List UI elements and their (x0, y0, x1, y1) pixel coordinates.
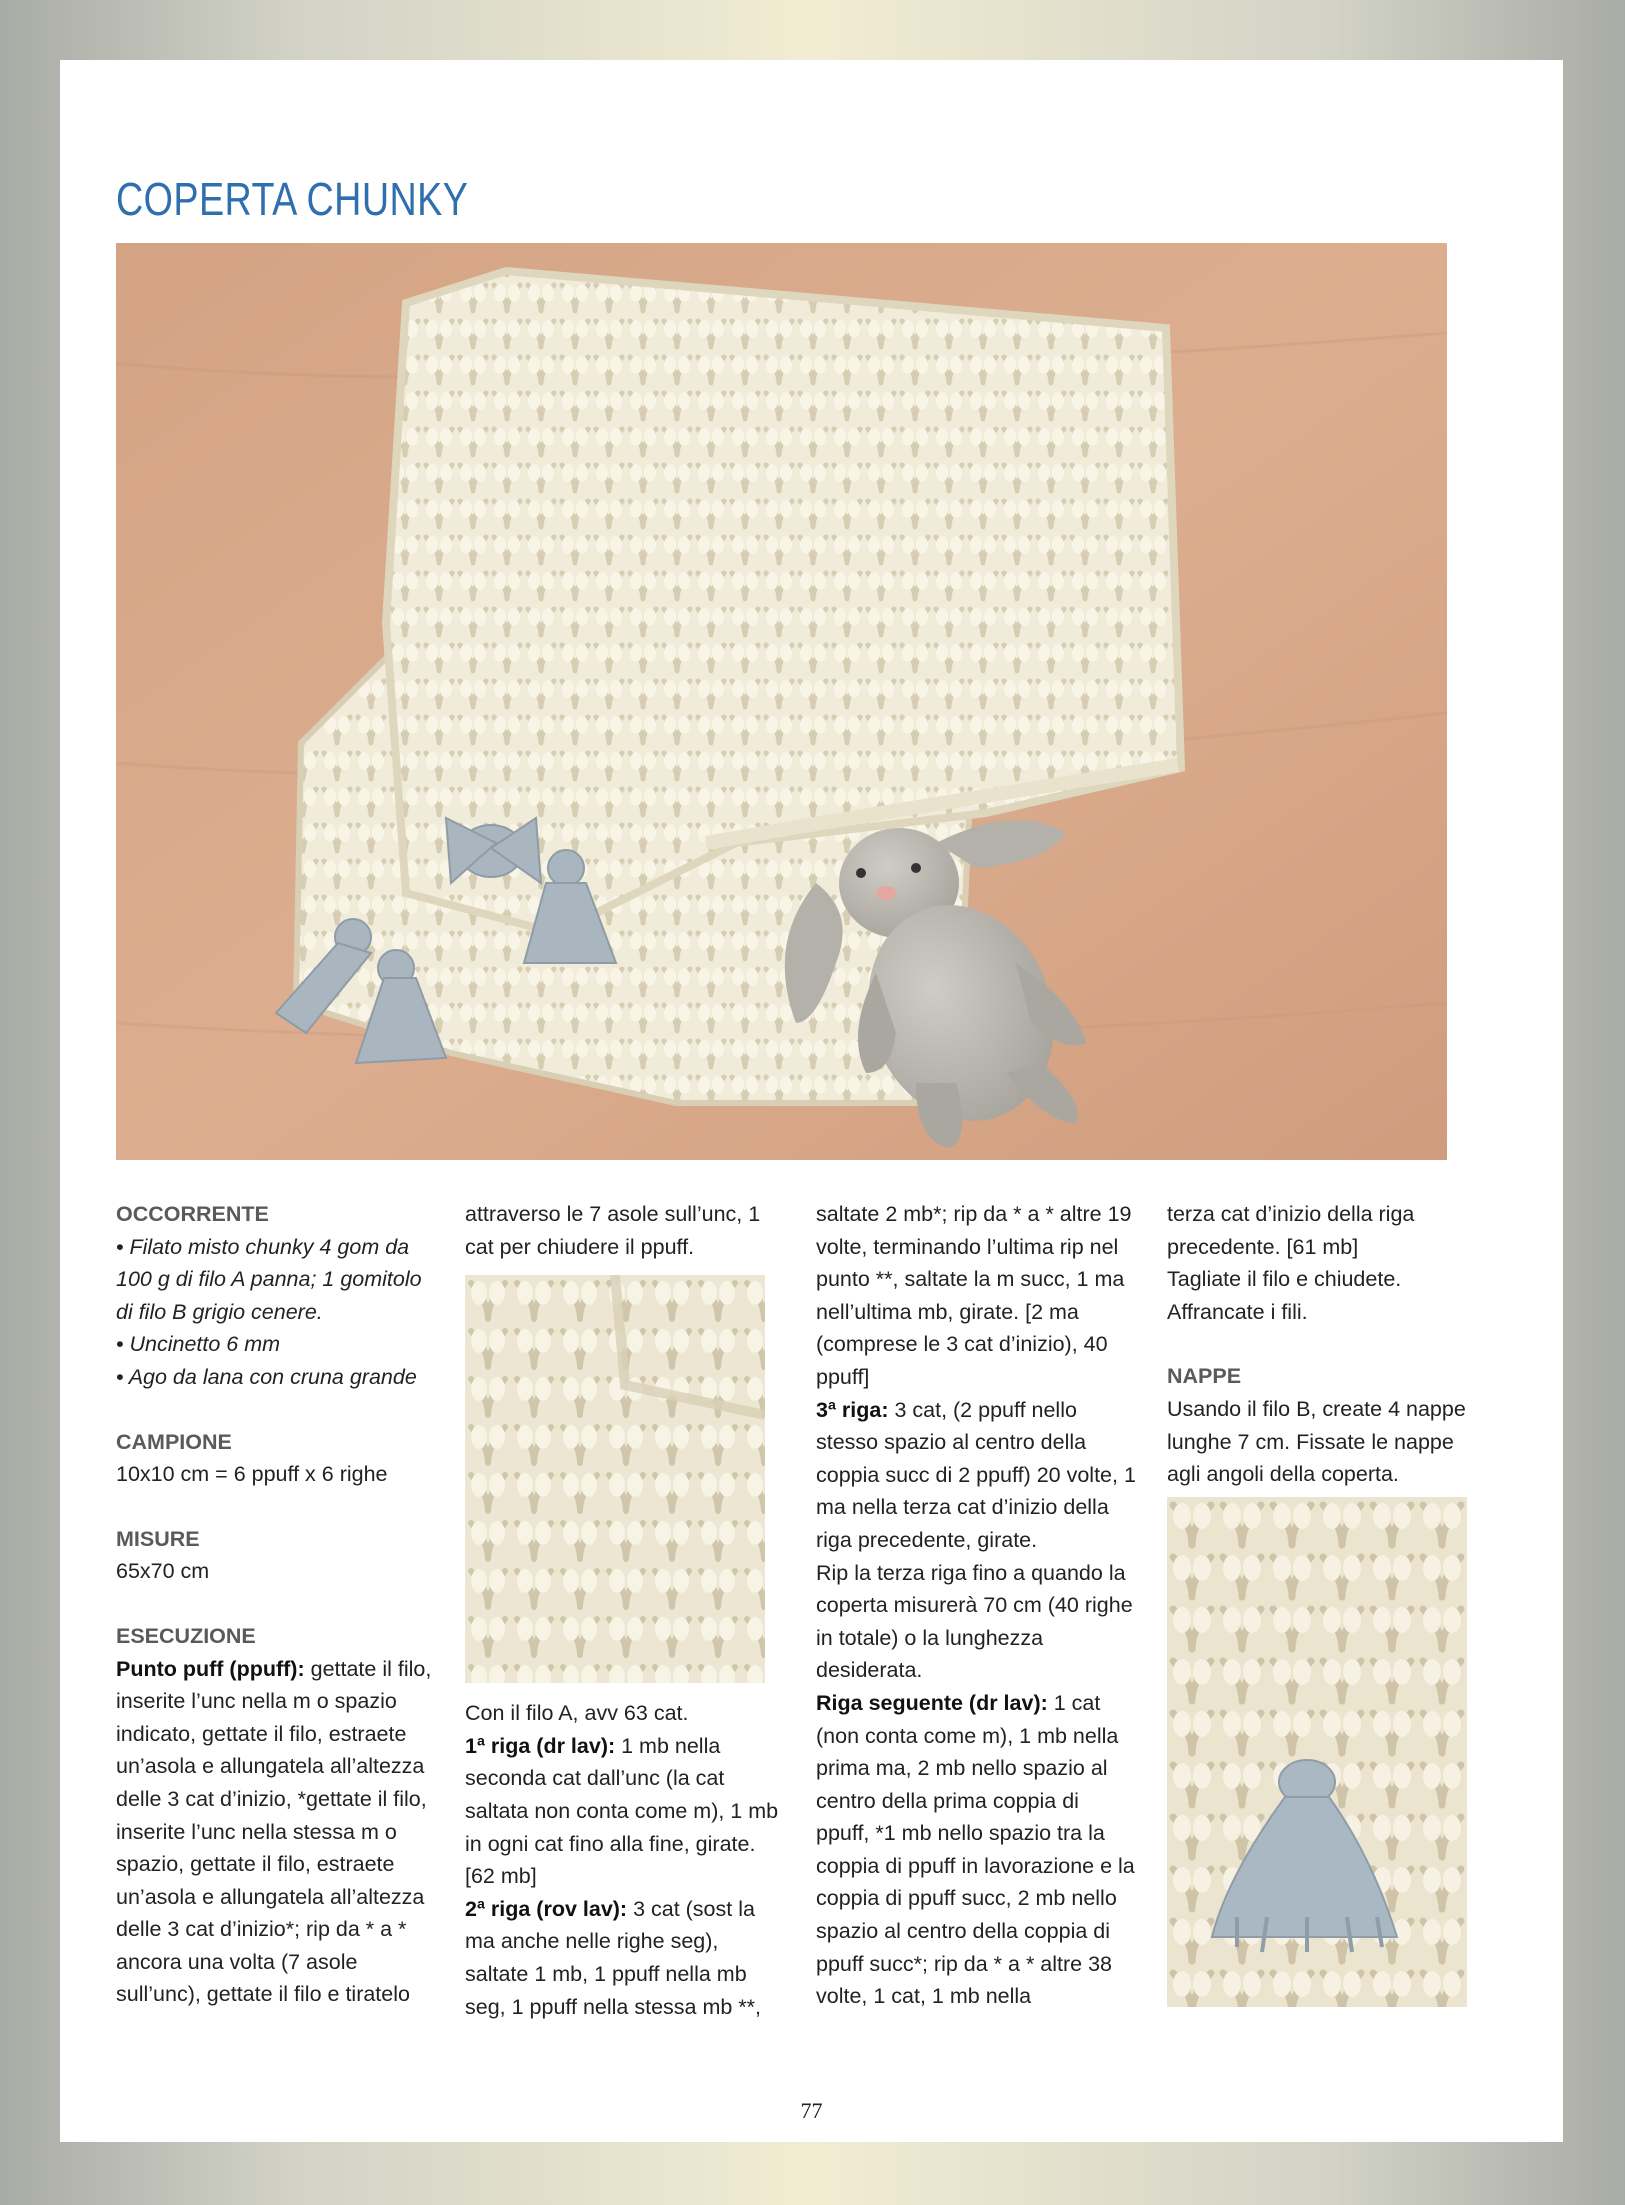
puff-continuation: attraverso le 7 asole sull’unc, 1 cat per chiudere il ppuff. (465, 1202, 761, 1259)
row-3-paragraph (816, 1394, 1136, 1557)
row-3-label: 3ª riga: (816, 1397, 889, 1422)
next-row-continuation: terza cat d’inizio della riga precedente. [61 mb] (1167, 1202, 1415, 1259)
materials-item: • Uncinetto 6 mm (116, 1332, 281, 1357)
occorrente-heading: OCCORRENTE (116, 1202, 269, 1226)
column-4 (1167, 1198, 1487, 2007)
row-1-paragraph (465, 1730, 785, 1893)
column-3 (816, 1198, 1136, 2013)
finish-text: Tagliate il filo e chiudete. (1167, 1267, 1402, 1292)
misure-text: 65x70 cm (116, 1559, 210, 1584)
materials-item: • Ago da lana con cruna grande (116, 1364, 417, 1389)
puff-stitch-paragraph (116, 1653, 436, 2012)
materials-item: di filo B grigio cenere. (116, 1299, 323, 1324)
row-1-label: 1ª riga (dr lav): (465, 1733, 616, 1758)
campione-heading: CAMPIONE (116, 1429, 232, 1454)
tassel-detail-photo (1167, 1497, 1467, 2007)
row-1-text: 1 mb nella seconda cat dall’unc (la cat saltata non conta come m), 1 mb in ogni cat fino alla fine, girate. [62 mb] (465, 1733, 779, 1889)
row-2-label: 2ª riga (rov lav): (465, 1896, 628, 1921)
next-row-paragraph (816, 1687, 1136, 2013)
repeat-text: Rip la terza riga fino a quando la coperta misurerà 70 cm (40 righe in totale) o la lunghezza desiderata. (816, 1560, 1133, 1683)
misure-heading: MISURE (116, 1526, 200, 1551)
column-1 (116, 1198, 436, 2011)
row-2-text: 3 cat (sost la ma anche nelle righe seg), saltate 1 mb, 1 ppuff nella mb seg, 1 ppuff nella stessa mb **, (465, 1896, 762, 2019)
nappe-heading: NAPPE (1167, 1364, 1242, 1389)
weave-text: Affrancate i fili. (1167, 1299, 1308, 1324)
row-3-text: 3 cat, (2 ppuff nello stesso spazio al centro della coppia succ di 2 ppuff) 20 volte, 1 ma nella terza cat d’inizio della riga precedente, girate. (816, 1397, 1136, 1552)
stitch-detail-photo (465, 1275, 765, 1683)
next-row-label: Riga seguente (dr lav): (816, 1690, 1048, 1715)
column-2 (465, 1198, 785, 2023)
page-title: COPERTA CHUNKY (116, 173, 469, 225)
page-number: 77 (800, 2098, 823, 2123)
materials-item: 100 g di filo A panna; 1 gomitolo (116, 1267, 422, 1292)
materials-item: • Filato misto chunky 4 gom da (116, 1234, 410, 1259)
row-2-continuation: saltate 2 mb*; rip da * a * altre 19 volte, terminando l’ultima rip nel punto **, saltate la m succ, 1 ma nell’ultima mb, girate. [2 ma (comprese le 3 cat d’inizio), 40 ppuff] (816, 1202, 1132, 1389)
puff-stitch-text: gettate il filo, inserite l’unc nella m o spazio indicato, gettate il filo, estraete un’asola e allungatela all’altezza delle 3 cat d’inizio, *gettate il filo, inserite l’unc nella stessa m o spazio, gettate il filo, estraete un’asola e allungatela all’altezza delle 3 cat d’inizio*; rip da * a * ancora una volta (7 asole sull’unc), gettate il filo e tiratelo (116, 1656, 432, 2007)
magazine-page (60, 60, 1563, 2142)
esecuzione-heading: ESECUZIONE (116, 1623, 256, 1648)
nappe-text: Usando il filo B, create 4 nappe lunghe 7 cm. Fissate le nappe agli angoli della coperta. (1167, 1396, 1466, 1487)
campione-text: 10x10 cm = 6 ppuff x 6 righe (116, 1462, 388, 1487)
next-row-text: 1 cat (non conta come m), 1 mb nella prima ma, 2 mb nello spazio al centro della prima coppia di ppuff, *1 mb nello spazio tra la coppia di ppuff in lavorazione e la coppia di ppuff succ, 2 mb nello spazio al centro della coppia di ppuff succ*; rip da * a * altre 38 volte, 1 cat, 1 mb nella (816, 1690, 1135, 2009)
cast-on-text: Con il filo A, avv 63 cat. (465, 1701, 689, 1726)
puff-stitch-label: Punto puff (ppuff): (116, 1656, 305, 1681)
hero-photo-blanket (116, 243, 1447, 1160)
row-2-paragraph (465, 1893, 785, 2023)
